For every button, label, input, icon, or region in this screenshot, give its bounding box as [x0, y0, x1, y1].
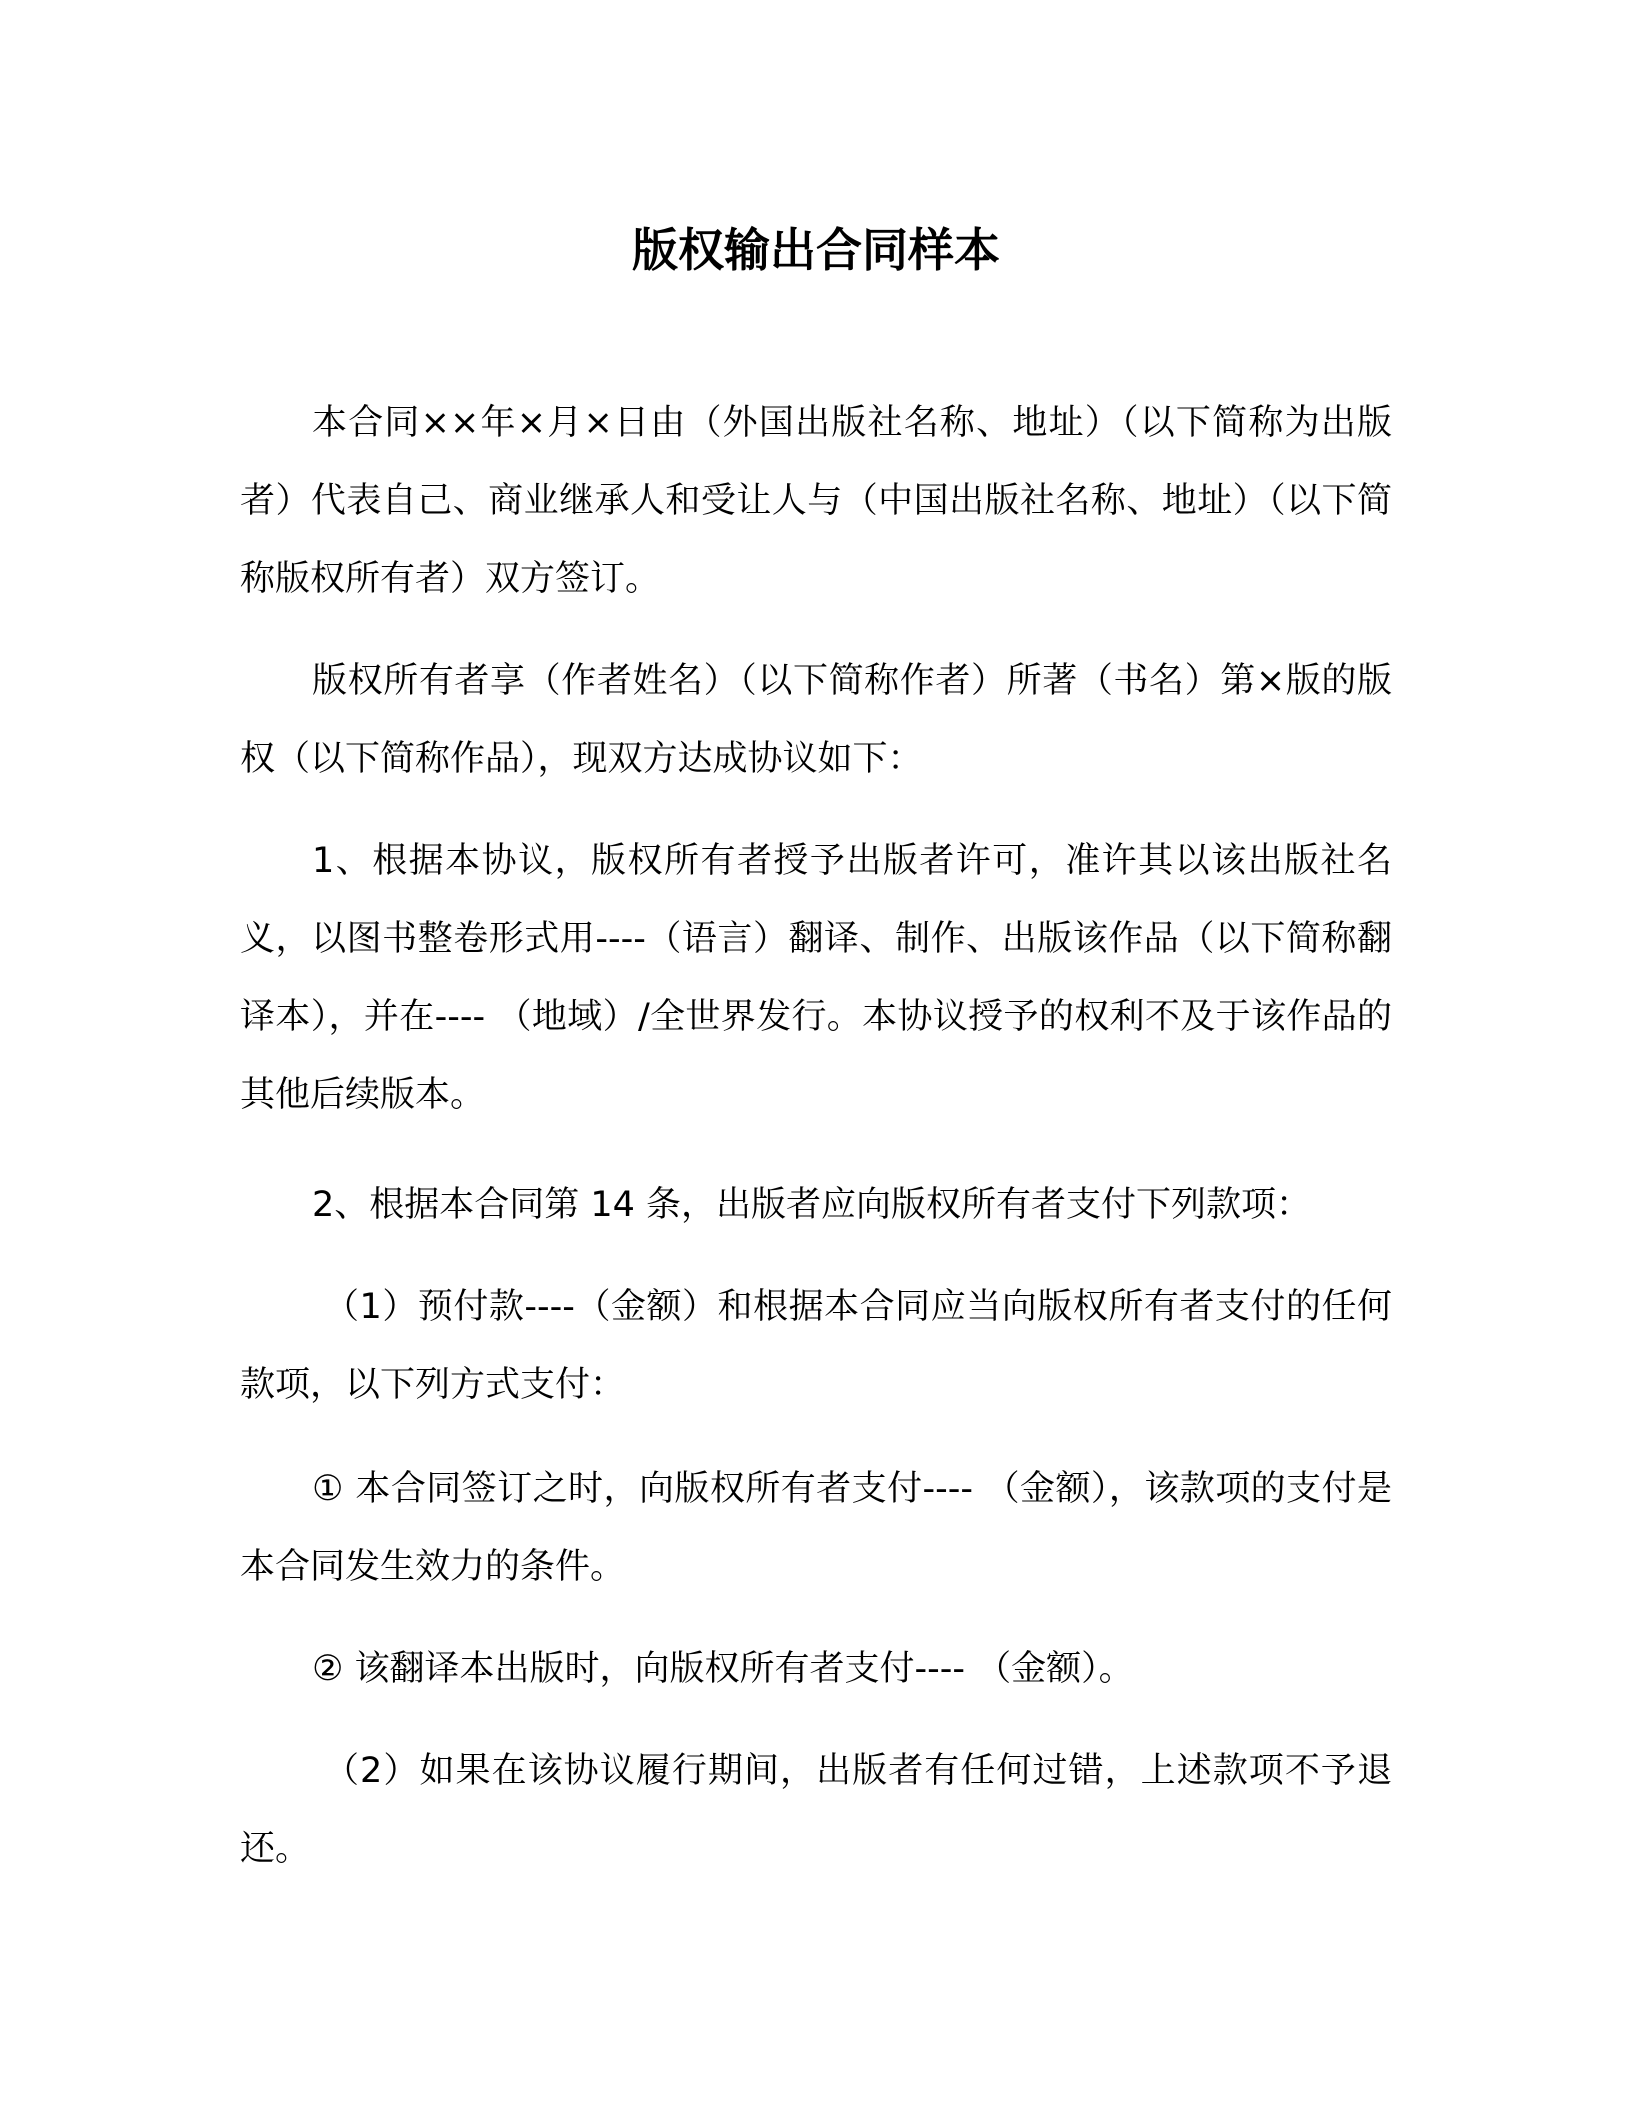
paragraph-payment-2: ② 该翻译本出版时，向版权所有者支付---- （金额）。: [312, 1649, 1134, 1689]
paragraph-copyright-work: 版权所有者享（作者姓名）（以下简称作者）所著（书名）第×版的版权（以下简称作品），现双方达成协议如下：: [240, 661, 1392, 779]
paragraph-payment-1: ① 本合同签订之时，向版权所有者支付---- （金额），该款项的支付是本合同发生效力的条件。: [240, 1469, 1392, 1587]
paragraph-clause-2-item-1: （1）预付款----（金额）和根据本合同应当向版权所有者支付的任何款项，以下列方式支付：: [240, 1287, 1392, 1405]
paragraph-contract-parties: 本合同××年×月×日由（外国出版社名称、地址）（以下简称为出版者）代表自己、商业继承人和受让人与（中国出版社名称、地址）（以下简称版权所有者）双方签订。: [240, 403, 1392, 599]
paragraph-clause-2: 2、根据本合同第 14 条，出版者应向版权所有者支付下列款项：: [312, 1185, 1312, 1225]
paragraph-clause-2-item-2: （2）如果在该协议履行期间，出版者有任何过错，上述款项不予退还。: [240, 1751, 1392, 1869]
document-title: 版权输出合同样本: [632, 223, 1000, 277]
paragraph-clause-1: 1、根据本协议，版权所有者授予出版者许可，准许其以该出版社名义，以图书整卷形式用----（语言）翻译、制作、出版该作品（以下简称翻译本），并在---- （地域）/全世界发行。本协议授予的权利不及于该作品的其他后续版本。: [240, 841, 1392, 1115]
